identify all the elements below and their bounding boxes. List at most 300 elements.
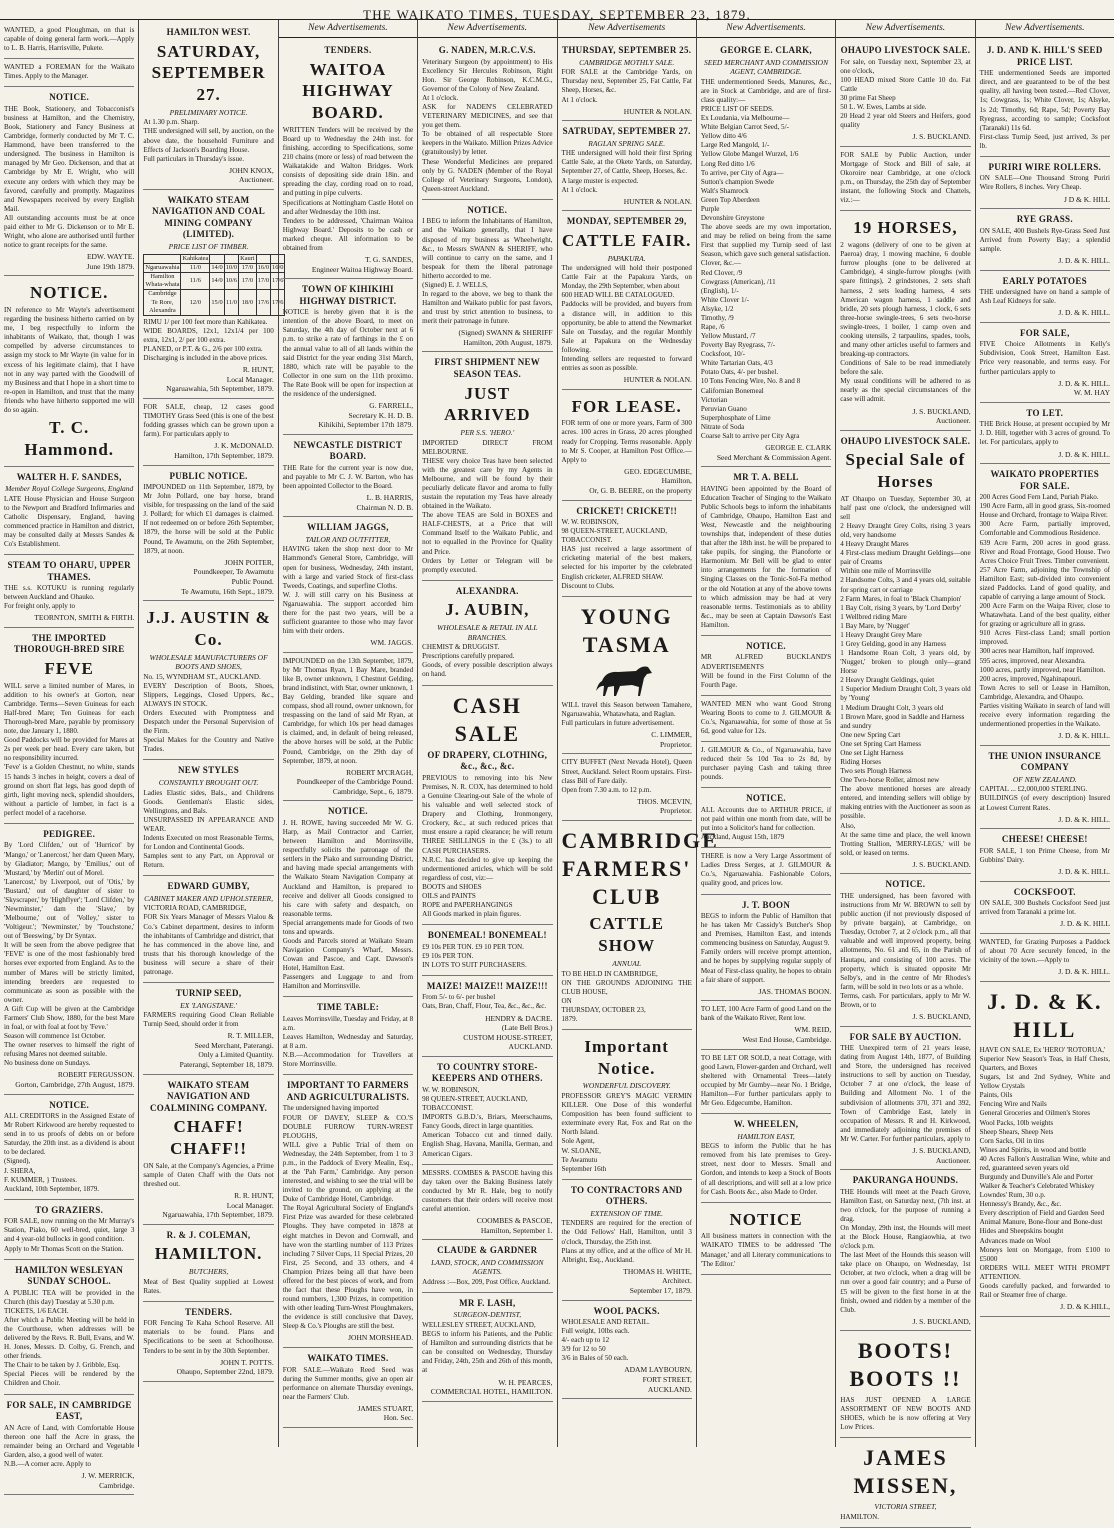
ad-body: AT Ohaupo on Tuesday, September 30, at half past one o'clock, the undersigned will sell 2 Heavy Draught Grey Colts, rising 3 years old, very handsome 4 Heavy Draught Mares 4 First-class medium Draught Geldings—one pair of Creams Within one mile of Morrinsville 2 Handsome Colts, 3 and 4 years old, suitable for spring cart or carriage 2 Farm Mares, in foal to 'Black Champion' 1 Bay Colt, rising 3 years, by 'Lord Derby' 1 Wellbred riding Mare 1 Bay Mare, by 'Nugget' 1 Heavy Draught Grey Mare 1 Grey Gelding, good in any Harness 1 Handsome Roan Colt, 3 years old, by 'Nugget,' broken to plough only—grand Horse 2 Heavy Draught Geldings, quiet 1 Superior Medium Draught Colt, 3 years old by 'Young' 1 Medium Draught Colt, 3 years old 1 Brown Mare, good in Saddle and Harness and sundry One new Spring Cart One set Spring Cart Harness One set Light Harness Riding Horses Two sets Plough Harness One Two-horse Roller, almost new The above mentioned horses are already entered, and intending sellers will oblige by making entries with the Auctioneer as soon as possible. Also, At the same time and place, the well known Trotting Stallion, 'MERRY-LEGS,' will be sold, or leased on terms.: [840, 494, 971, 857]
advertisement: [4, 24, 134, 59]
advertisement: [4, 630, 134, 824]
advertisement: [143, 985, 273, 1075]
ad-subtitle: BUTCHERS,: [188, 1267, 229, 1276]
ad-display-title: CAMBRIDGE FARMERS' CLUB: [561, 827, 719, 910]
ad-body: FARMERS requiring Good Clean Reliable Turnip Seed, should order it from: [143, 1011, 274, 1029]
column-1: [0, 20, 139, 1490]
ad-signature: W. H. PEARCES, COMMERCIAL HOTEL, HAMILTON.: [430, 1377, 553, 1397]
advertisement: [840, 149, 970, 211]
ad-subtitle: OF NEW ZEALAND.: [1012, 774, 1077, 784]
advertisement: [980, 273, 1110, 323]
ad-title: IMPORTANT TO FARMERS AND AGRICULTURALISTS.: [286, 1080, 410, 1102]
advertisement: [4, 469, 134, 556]
ad-body: WANTED MEN who want Good Strong Wearing Boots to come to J. GILMOUR & Co.'s, Ngaruawahia, for some of those at 5s 6d, good value for 12s.: [700, 699, 832, 735]
ad-body: FOR Fencing Te Kaha School Reserve. All materials to be found. Plans and Specifications to be seen at Schoolhouse. Tenders to be sent in by the 30th September.: [143, 1319, 274, 1355]
ad-body: J. GILMOUR & Co., of Ngaruawahia, have reduced their 5s 10d Tea to 2s 8d, by purchaser paying Cash and taking three pounds.: [700, 746, 832, 782]
ad-signature: J. S. BUCKLAND,: [912, 1011, 971, 1021]
advertisement: [283, 655, 413, 802]
advertisement: [562, 1032, 692, 1180]
price-table: [143, 254, 285, 316]
ad-title: EARLY POTATOES: [1002, 275, 1087, 286]
ad-body: For sale, on Tuesday next, September 23, at one o'clock, 100 HEAD mixed Store Cattle 10 do. Fat Cattle 30 prime Fat Sheep 50 L. W. Ewes, Lambs at side. 20 Head 2 year old Steers and Heifers, good quality: [840, 57, 971, 130]
ad-body: At 1.30 p.m. Sharp. THE undersigned will sell, by auction, on the above date, the household Furniture and Effects of Jackson's Boarding House. Full particulars in Thursday's issue.: [143, 118, 274, 163]
ad-body: RIMU 1/ per 100 feet more than Kahikatea. WIDE BOARDS, 12x1, 12x1/4 per 100 extra, 12x1, 2/ per 100 extra. PLANED, or P.T. & G., 2/6 per 100 extra. Discharging is included in the above prices.: [143, 317, 274, 363]
ad-title: NOTICE.: [746, 793, 786, 804]
table-cell: Hamilton Whata-whata: [145, 272, 180, 289]
advertisement: [701, 790, 831, 848]
advertisement: [422, 927, 552, 976]
table-header-cell: Kahikatea: [182, 254, 209, 262]
ad-signature: J. D. & K. HILL.: [1058, 255, 1110, 265]
ad-body: 2 wagons (delivery of one to be given at Paeroa) dray, 1 mowing machine, 6 double furrow ploughs (one to be delivered at Cambridge), 4 single-furrow ploughs (with spare fittings), 2 grindstones, 2 sets shaft harness, 2 sets leading harness, 4 sets American wagon harness, 1 saddle and bridle, 20 sets plough harness, 1 clock, 6 sets three-horse swingle-trees, 6 sets two-horse swingle-trees, 1 boiler, 1 camp oven and cooking utensils, 2 tarpaulins, spades, tools, and many other articles useful to farmers and breaking-up contractors. Conditions of Sale to be read immediately before the sale. My usual conditions will be adhered to as nearly as the special circumstances of the case will admit.: [840, 241, 971, 404]
column-5: [558, 20, 719, 1447]
column-header: New Advertisements.: [697, 20, 835, 38]
advertisement: [980, 936, 1110, 982]
ad-signature: EDW. WAYTE. June 19th 1879.: [86, 252, 135, 271]
ad-signature: L. B. HARRIS, Chairman N. D. B.: [356, 493, 414, 512]
ad-subtitle: WHOLESALE MANUFACTURERS OF BOOTS AND SHOES,: [149, 652, 268, 672]
advertisement: [980, 884, 1110, 934]
advertisement: [562, 503, 692, 597]
advertisement: [701, 42, 831, 467]
advertisement: [840, 1333, 970, 1438]
advertisement: [143, 401, 273, 466]
ad-body: TENDERS are required for the erection of the Odd Fellows' Hall, Hamilton, until 3 o'clock, Thursday, the 25th inst. Plans at my office, and at the office of Mr H. Albright, Esq., Auckland.: [561, 1219, 692, 1264]
ad-body: FOR SALE, 1 ton Prime Cheese, from Mr Gubbins' Dairy.: [979, 846, 1110, 864]
advertisement: [283, 437, 413, 517]
advertisement: [283, 999, 413, 1075]
advertisement: [701, 1205, 831, 1275]
ad-subtitle: WHOLESALE & RETAIL IN ALL BRANCHES.: [437, 623, 538, 642]
advertisement: [561, 823, 719, 1030]
advertisement: [283, 1350, 413, 1428]
ad-subtitle: Member Royal College Surgeons, England: [5, 484, 134, 494]
ad-title: TO GRAZIERS.: [35, 1204, 104, 1215]
advertisement: [562, 599, 692, 755]
ad-signature: J. D. & K. HILL.: [1058, 308, 1110, 318]
advertisement: [562, 213, 692, 389]
advertisement: [562, 392, 692, 501]
ad-subtitle: SURGEON-DENTIST,: [453, 1310, 522, 1320]
table-header-cell: Kauri: [240, 254, 255, 262]
table-cell: 18/0: [239, 290, 257, 316]
ad-subtitle: CABINET MAKER AND UPHOLSTERER,: [144, 893, 273, 903]
ad-body: THE Book, Stationery, and Tobacconist's business at Hamilton, and the Chemistry, Book, Stationery and Fancy Business at Cambridge, formerly conducted by Mr T. C. Hammond, have been transferred to the undersigned. The business in Hamilton is managed by Mr Geo. Dickenson, and that at Cambridge by Mr E. Wright, who will execute any orders with which they may be favored, carefully and promptly. Magazines and Newspapers received by every English Mail. All outstanding accounts must be at once paid either to Mr G. Dickenson or to Mr E. Wright, who alone are authorised until further notice to grant receipts for the same.: [4, 104, 135, 250]
masthead: THE WAIKATO TIMES, TUESDAY, SEPTEMBER 23, 1879.: [0, 0, 1114, 20]
table-cell: 14/0: [211, 263, 223, 271]
table-cell: 16/0: [272, 263, 284, 271]
table-header-cell: [224, 254, 238, 263]
ad-body: PREVIOUS to removing into his New Premises, N. R. COX, has determined to hold a Genuine Clearing-out Sale of the whole of his valuable and well selected stock of Drapery and Clothing, Ironmongery, Crockery, &c., at such reduced prices that must ensure a rapid clearance; he will return THREE SHILLINGS in the £ (3s.) to all CASH PURCHASERS. N.R.C. has decided to give up keeping the undermentioned articles, which will be sold regardless of cost, viz:— BOOTS and SHOES OILS and PAINTS ROPE and PAPERHANGINGS All Goods marked in plain figures.: [422, 773, 553, 919]
advertisement: [840, 876, 970, 1026]
ad-title: OHAUPO LIVESTOCK SALE.: [840, 435, 971, 446]
ad-headline: 19 HORSES,: [853, 218, 958, 238]
ad-body: All business matters in connection with the WAIKATO TIMES to be addressed 'The Manager,' and all Literary communications to 'The Editor.': [700, 1232, 832, 1268]
ad-body: ON Sale, at the Company's Agencies, a Prime sample of Oaten Chaff with the Oats not threshed out.: [143, 1161, 274, 1188]
advertisement: [980, 325, 1110, 403]
advertisement: [562, 1303, 692, 1400]
ad-subtitle: LAND, STOCK, AND COMMISSION AGENTS.: [431, 1257, 544, 1277]
column-2: [139, 20, 284, 1447]
ad-display-title: BOOTS! BOOTS !!: [849, 1338, 962, 1392]
advertisement: [143, 1304, 273, 1382]
ad-headline: Important Notice.: [584, 1036, 669, 1078]
table-cell: 17/0: [239, 272, 257, 289]
ad-signature: THOS. MCEVIN, Proprietor.: [637, 796, 692, 816]
ad-body: FOR SALE.—Waikato Reed Seed was during the Summer months, give an open air performance on alternate Thursday evenings, near the Farmers' Club.: [282, 1365, 414, 1401]
ad-signature: J. S. BUCKLAND, Auctioneer.: [912, 1145, 971, 1165]
ad-signature: ROBERT M'CRAGH, Poundkeeper of the Cambridge Pound. Cambridge, Sept., 6, 1879.: [296, 767, 414, 796]
ad-title: NEW STYLES: [178, 765, 240, 776]
advertisement: [143, 762, 273, 876]
ad-title: THURSDAY, SEPTEMBER 25.: [562, 45, 692, 56]
advertisement: [701, 897, 831, 1002]
advertisement: [840, 1440, 970, 1528]
ad-title: FOR SALE BY AUCTION.: [849, 1031, 962, 1042]
advertisement: [4, 1097, 134, 1200]
ad-signature: JOHN MORSHEAD.: [348, 1333, 414, 1343]
ad-body: IMPOUNDED on the 13th September, 1879, by Mr Thomas Ryan, 1 Bay Mare, branded like B, owner unknown, 1 Chestnut Gelding, brand indistinct, with Star, owner unknown, 1 Bay Gelding, branded like square and compass, shod all round, owner unknown, for trespassing on the land of said Mr Ryan, at Cambridge, for which 10s per head damages is claimed, and, in default of being released, the above horses will be sold, at the Public Pound, Cambridge, on the 29th day of September, 1879, at noon.: [282, 656, 414, 765]
ad-title: CLAUDE & GARDNER: [437, 1245, 538, 1256]
ad-title: W. WHEELEN,: [733, 1119, 799, 1130]
ad-body: THE s.s. KOTUKU is running regularly between Auckland and Ohauko. For freight only, apply to: [4, 584, 135, 611]
ad-signature: J D & K. HILL: [1063, 194, 1110, 204]
table-cell: 15/0: [210, 290, 224, 316]
ad-body: HAVE ON SALE, Ex 'HERO' 'ROTORUA,' Superior New Season's Teas, in Half Chests, Quarters, and Boxes Sugars, 1st and 2nd Sydney, White and Yellow Crystals Paints, Oils Fencing Wire and Nails General Groceries and Oilmen's Stores Wool Packs, 10lb weights Sheep Shears, Sheep Nets Corn Sacks, Oil in tins Wines and Spirits, in wood and bottle 40 Acres Fallon's Australian Wine, white and red, guaranteed seven years old Burgundy and Dunville's Ale and Porter Walker & Teacher's Celebrated Whiskey Lowndes' Rum, 30 o.p. Hennessy's Brandy, &c., &c. Every description of Field and Garden Seed Animal Manure, Bone-flour and Bone-dust Hides and Sheepskins bought Advances made on Wool Moneys lent on Mortgage, from £100 to £5000 ORDERS WILL MEET WITH PROMPT ATTENTION. Goods carefully packed, and forwarded to Rail or Steamer free of charge.: [979, 1045, 1110, 1300]
ad-body: ON SALE, 400 Bushels Rye-Grass Seed Just Arrived from Poverty Bay; a splendid sample.: [979, 226, 1110, 253]
ad-title: RYE GRASS.: [1016, 214, 1073, 225]
ad-signature: G. FARRELL, Secretary K. H. D. B. Kihikihi, September 17th 1879.: [318, 401, 414, 430]
ad-title: WAIKATO PROPERTIES FOR SALE.: [990, 469, 1100, 491]
advertisement: [283, 281, 413, 435]
advertisement: [701, 850, 831, 894]
ad-signature: JOHN POITER, Poundkeeper, Te Awamutu Public Pound. Te Awamutu, 16th Sept., 1879.: [181, 557, 274, 596]
column-header: New Advertisements.: [836, 20, 974, 38]
ad-subtitle: RAGLAN SPRING SALE.: [588, 138, 666, 148]
ad-body: A PUBLIC TEA will be provided in the Church (this day) Tuesday at 5.30 p.m. TICKETS, 1/6 EACH. After which a Public Meeting will be held in the Courthouse, when addresses will be delivered by the Revs. R. Bull, Evans, and W. H. Jones, Messrs. D. Colby, G. French, and other friends. The Chair to be taken by J. Gribble, Esq. Special Pieces will be rendered by the Children and Choir.: [4, 1288, 135, 1388]
ad-signature: WM. JAGGS.: [370, 638, 414, 648]
ad-body: TO BE LET OR SOLD, a neat Cottage, with good Lawn, Flower-garden and Orchard, well sheltered with Ornamental Trees—lately occupied by Mr Gumby—near No. 1 Bridge, Hamilton—For further particulars apply to Mr Geo. Edgecumbe, Hamilton.: [700, 1053, 832, 1107]
advertisement: [143, 468, 273, 602]
ad-body: W. W. ROBINSON, 98 QUEEN-STREET, AUCKLAND, TOBACCONIST. HAS just received a large assortment of cricketing material of the best makers, selected for his importer by the celebrated English cricketer, ALFRED SHAW. Discount to Clubs.: [561, 518, 692, 590]
ad-display-title: CASH SALE: [452, 692, 522, 746]
ad-headline: CATTLE FAIR.: [561, 230, 692, 250]
ad-body: No. 15, WYNDHAM ST., AUCKLAND. EVERY Description of Boots, Shoes, Slippers, Leggings, Closed Uppers, &c., ALWAYS IN STOCK. Orders Executed with Promptness and Despatch under the Personal Supervision of the Firm. Special Makes for the Country and Native Trades.: [143, 672, 274, 754]
column-header: New Advertisements: [558, 20, 696, 38]
column-3: [279, 20, 418, 1447]
table-cell: Ngaruawahia: [145, 263, 180, 271]
ad-signature: J. S. BUCKLAND,: [912, 1316, 971, 1326]
ad-title: TOWN OF KIHIKIHI HIGHWAY DISTRICT.: [299, 284, 397, 306]
ad-body: IMPORTED DIRECT FROM MELBOURNE. THESE very choice Teas have been selected with the greatest care by my Agents in Melbourne, and will be found by their peculiarly delicate flavor and aroma to fully sustain the reputation my Teas have already obtained in the Waikato. The above TEAS are Sold in BOXES and HALF-CHESTS, at a Price that will Command Itself to the Waikato Public, and not to equalled in the Province for Quality and Price. Orders by Letter or Telegram will be promptly executed.: [422, 438, 553, 574]
advertisement: [701, 1052, 831, 1114]
advertisement: [422, 1167, 552, 1241]
ad-signature: R. R. HUNT, Local Manager. Ngaruawahia, 17th September, 1879.: [162, 1190, 274, 1220]
ad-body: WILL travel this Season between Tamahere, Ngaruawahia, Whatawhata, and Raglan. Full particulars in future advertisement.: [561, 701, 692, 728]
ad-title: FIRST SHIPMENT NEW SEASON TEAS.: [434, 357, 541, 379]
ad-body: HAS JUST OPENED A LARGE ASSORTMENT OF NEW BOOTS AND SHOES, which he is now offering at Very Low Prices.: [840, 1395, 971, 1431]
ad-title: WOOL PACKS.: [593, 1305, 660, 1316]
ad-body: FOR SALE at the Cambridge Yards, on Thursday next, September 25, Fat Cattle, Fat Sheep, Horses, &c. At 1 o'clock.: [561, 68, 692, 104]
advertisement: [4, 1397, 134, 1496]
ad-body: MESSRS. COMBES & PASCOE having this day taken over the Baking Business lately conducted by Mr R. Hale, beg to notify customers that their orders will receive most careful attention.: [422, 1168, 553, 1213]
ad-title: TIME TABLE:: [316, 1002, 380, 1013]
ad-body: THE undersigned will hold their first Spring Cattle Sale, at the Okete Yards, on Saturday, September 27, of Cattle, Sheep, Horses, &c. A large muster is expected. At 1 o'clock.: [561, 149, 692, 194]
advertisement: [840, 433, 970, 875]
ad-body: WANTED, for Grazing Purposes a Paddock of about 70 Acre securely fenced, in the vicinity of the town.—Apply to: [979, 937, 1110, 964]
ad-subtitle: EX 'LANGSTANE.': [180, 1000, 237, 1010]
ad-headline: JUST ARRIVED: [444, 383, 531, 425]
table-cell: 10/6: [224, 272, 238, 289]
ad-title: THE UNION INSURANCE COMPANY: [988, 750, 1102, 773]
ad-title: MR T. A. BELL: [733, 472, 799, 483]
ad-body: ALL Accounts due to ARTHUR PRICE, if not paid within one month from date, will be put into a Solicitor's hand for collection. Auckland, August 15th, 1879: [700, 805, 832, 842]
ad-title: CRICKET! CRICKET!!: [576, 505, 678, 516]
ad-signature: J. D. & K. HILL.: [1058, 866, 1110, 876]
ad-subtitle: TAILOR AND OUTFITTER,: [305, 534, 391, 544]
advertisement: [562, 1182, 692, 1301]
table-cell: 11/6: [181, 272, 210, 289]
advertisement: [980, 211, 1110, 270]
ad-title: J. D. AND K. HILL'S SEED PRICE LIST.: [986, 45, 1103, 67]
ad-title: TO COUNTRY STORE-KEEPERS AND OTHERS.: [431, 1061, 543, 1084]
ad-body: The undersigned having imported FOUR OF DAVEY, SLEEP & CO.'S DOUBLE FURROW TURN-WREST PLOUGHS, WILL give a Public Trial of them on Wednesday, the 24th September, from 1 to 3 p.m., in the Paddock of Every Mealin, Esq., at the 'Pah Farm,' Cambridge. Any person interested, and wishing to see the trial will be invited to the ground, on applying at the Duke of Cambridge Hotel, Cambridge. The Royal Agricultural Society of England's First Prize was awarded for these celebrated Ploughs. They have competed in 1878 at eight matches in Devon and Cornwall, and have won the startling number of 113 Prizes including 7 Silver Cups, 11 Special Prizes, 20 First, 25 Second, and 33 others, and 4 Champion Prizes being all that have been offered for the best pieces of work, and from the fact that these Ploughs have won, in round numbers, 1,300 Prizes, in competition with other leading Turn-Wrest Ploughmakers, the evidence is still conclusive that Davey, Sleep & Co.'s Ploughs are still the best.: [282, 1104, 414, 1331]
ad-headline: Special Sale of Horses: [845, 450, 966, 491]
ad-body: THE undermentioned Seeds are imported direct, and are guaranteed to be of the best quality, all having been tested.—Red Clover, 1s; Cowgrass, 1s; White Clover, 1s; Alsyke, 1s 2d; Timothy, 6d; Rape, 5d; Poverty Bay Ryegrass, according to sample; Cocksfoot (Taranaki) 11s 6d. First-class Turnip Seed, just arrived, 3s per lb.: [979, 69, 1110, 150]
ad-title: NEWCASTLE DISTRICT BOARD.: [293, 439, 403, 462]
ad-body: ON SALE, 300 Bushels Cocksfoot Seed just arrived from Taranaki a prime lot.: [979, 899, 1110, 917]
table-row: [144, 263, 285, 272]
advertisement: [283, 1077, 413, 1348]
ad-body: I BEG to inform the Inhabitants of Hamilton, and the Waikato generally, that I have disposed of my business as Wheelwright, &c., to Messrs SWANN & SHERIFF, who will continue to carry on the same, and I bespeak for them the liberal patronage hitherto accorded to me. (Signed) E. J. WELLS, In regard to the above, we beg to thank the Hamilton and Waikato public for past favors, and trust by strict attention to business, to merit their patronage in future.: [422, 217, 553, 326]
advertisement: [701, 638, 831, 696]
ad-title: HAMILTON WESLEYAN SUNDAY SCHOOL.: [15, 1264, 124, 1287]
table-cell: 11/0: [224, 290, 238, 316]
ad-signature: J. D. & K. HILL: [1060, 919, 1110, 929]
ad-title: TENDERS.: [324, 45, 372, 56]
ad-body: WRITTEN Tenders will be received by the Board up to Wednesday the 24th inst. for finishing, according to Specifications, some 210 chains (more or less) of road between the Waikatakide and Walton Bridges. Work consists of depositing side drain 18in. and spreading the clay, cording road on to road, and putting in pipe culverts. Specifications at Nottingham Castle Hotel on and after Wednesday the 10th inst. Tenders to be addressed, 'Chairman Waitoa Highway Board.' Deposits to be cash or marked cheque. All information to be obtained from: [282, 125, 414, 252]
ad-body: THERE is now a Very Large Assortment of Ladies Dress Serges, at J. GILMOUR & Co.'s, Ngaruawahia. Fashionable Colors, quality good, and prices low.: [700, 852, 832, 888]
ad-body: CAPITAL ... £2,000,000 STERLING. BUILDINGS (of every description) Insured at Lowest Current Rates.: [979, 785, 1110, 812]
ad-subtitle: HAMILTON EAST,: [737, 1131, 795, 1141]
ad-headline: CATTLE SHOW: [589, 914, 665, 956]
ad-subtitle: WONDERFUL DISCOVERY.: [582, 1081, 671, 1091]
table-cell: 12/0: [181, 290, 210, 316]
ad-body: CHEMIST & DRUGGIST. Prescriptions carefully prepared. Goods, of every possible description always on hand.: [422, 643, 553, 679]
ad-title: WAIKATO STEAM NAVIGATION AND COAL MINING COMPANY (LIMITED).: [152, 194, 265, 240]
ad-body: FIVE Choice Allotments in Kelly's Subdivision, Cook Street, Hamilton East. Price very reasonable, and terms easy. For further particulars apply to: [979, 340, 1110, 376]
advertisement: [980, 42, 1110, 157]
ad-body: THE Rate for the current year is now due, and payable to Mr C. J. W. Barton, who has been appointed Collector to the Board.: [282, 463, 414, 490]
ad-body: ALL CREDITORS in the Assigned Estate of Mr Robert Kirkwood are hereby requested to send in to us proofs of debts on or before Saturday, the 20th inst. as a dividend is about to be declared. (Signed), J. SHERA, F. KUMMER, } Trustees. Auckland, 10th September, 1879.: [4, 1112, 135, 1193]
table-cell: 17/6: [256, 290, 270, 316]
ad-body: FOR term of one or more years, Farm of 300 acres. 100 acres in Grass, 20 acres ploughed ready for Cropping. Terms reasonable. Apply to Mr S. Cooper, at Hamilton Post Office.—Apply to: [561, 419, 692, 464]
ad-body: IMPOUNDED on 11th September, 1879, by Mr John Pollard, one bay horse, brand visible, for trespassing on the land of the said J. Pollard; for which £1 damages is claimed. If not redeemed on or before 26th September, 1879, the horse will be sold at the Public Pound, Te Awamutu, on the 26th September, 1879, at noon.: [143, 483, 274, 555]
ad-headline: FOR LEASE.: [571, 396, 682, 416]
table-row: [144, 290, 285, 316]
table-cell: 16/0: [257, 263, 270, 271]
ad-title: PEDIGREE.: [43, 828, 96, 839]
column-4: [418, 20, 557, 1447]
ad-signature: HENDRY & DACRE. (Late Bell Bros.) CUSTOM HOUSE-STREET, AUCKLAND.: [463, 1013, 553, 1052]
advertisement: [422, 978, 552, 1057]
advertisement: [4, 1262, 134, 1395]
ad-title: MONDAY, SEPTEMBER 29,: [566, 216, 687, 227]
ad-title: HAMILTON WEST.: [166, 27, 251, 37]
ad-body: LATE House Physician and House Surgeon to the Newport and Bradford Infirmaries and Catholic Dispensary, England, having commenced practice in Hamilton and district, may be consulted daily at Messrs Sandes & Co's Establishment.: [4, 494, 135, 549]
ad-title: TURNIP SEED,: [175, 988, 242, 999]
advertisement: [701, 744, 831, 788]
ad-title: PAKURANGA HOUNDS.: [852, 1175, 959, 1186]
advertisement: [143, 24, 273, 190]
advertisement: [980, 405, 1110, 464]
advertisement: [980, 159, 1110, 209]
ad-body: THE undermentioned Seeds, Manures, &c., are in Stock at Cambridge, and are of first-class quality:— PRICE LIST OF SEEDS. Ex Loudania, via Melbourne— White Belgian Carrot Seed, 5/- Yellow ditto 4/6 Large Red Mangold, 1/- Yellow Globe Mangel Wurzel, 1/6 Long Red ditto 1/6 To arrive, per City of Agra— Sutton's champion Swede Walt's Shamrock Green Top Aberdeen Purple Devonshire Greystone The above seeds are my own importation, and may be relied on being from the same First that supplied my Turnip seed of last Season, which gave such general satisfaction. Clover, &c.— Red Clover, /9 Cowgrass (American), /11 (English), 1/- White Clover 1/- Alsyke, 1/2 Timothy, /9 Rape, /6 Yellow Mustard, /7 Poverty Bay Ryegrass, 7/- Cocksfoot, 10/- White Tartarian Oats, 4/3 Potato Oats, 4/- per bushel. 10 Tons Fencing Wire, No. 8 and 8 Californian Bonemeal Victorian Peruvian Guano Superphosphate of Lime Nitrate of Soda Coarse Salt to arrive per City Agra: [700, 77, 832, 440]
advertisement: [562, 756, 692, 821]
column-header: New Advertisements.: [976, 20, 1114, 38]
ad-title: NOTICE.: [746, 640, 786, 651]
table-cell: 17/6: [271, 272, 285, 289]
advertisement: [143, 603, 273, 760]
table-cell: 17/6: [271, 290, 285, 316]
ad-title: R. & J. COLEMAN,: [166, 1229, 251, 1240]
ad-body: THE Brick House, at present occupied by Mr J. D. Hill, together with 3 acres of ground. To let. For particulars, apply to: [979, 420, 1110, 447]
ad-title: J. T. BOON: [741, 899, 791, 910]
ad-signature: COOMBES & PASCOE, Hamilton, September 1.: [476, 1215, 553, 1235]
ad-body: TO LET, 100 Acre Farm of good Land on the bank of the Waikato River, Rent low.: [700, 1005, 832, 1023]
ad-headline: NOTICE: [729, 1209, 803, 1229]
ad-signature: T. G. SANDES, Engineer Waitoa Highway Board.: [311, 255, 414, 274]
advertisement: [422, 1295, 552, 1402]
ad-display-title: J. D. & K. HILL: [987, 988, 1103, 1042]
ad-body: CITY BUFFET (Next Nevada Hotel), Queen Street, Auckland. Select Room upstairs. First-class Bill of Fare daily. Open from 7.30 a.m. to 12 p.m.: [561, 758, 692, 794]
advertisement: [980, 984, 1110, 1317]
table-row: [144, 272, 285, 289]
ad-body: HAVING taken the shop next door to Mr Hammond's General Store, Cambridge, will open for business, Wednesday, 24th instant, with a large and varied Stock of first-class Tweeds, Coatings, and superfine Cloths. W. J. will still carry on his Business at Ngaruawahia. The support accorded him there for the past two years, will be a sufficient guarantee to those who may favor him with their orders.: [282, 545, 414, 636]
ad-subtitle: SEED MERCHANT AND COMMISSION AGENT, CAMBRIDGE.: [704, 57, 829, 77]
ad-title: EDWARD GUMBY,: [167, 881, 250, 892]
ad-signature: R. T. MILLER, Seed Merchant, Paterangi. Only a Limited Quantity. Paterangi, September 18, 1879.: [179, 1031, 274, 1070]
ad-body: BEGS to inform the Public that he has removed from his late premises to Grey-street, next door to Messrs. Small and Gordon, and intends to keep a Stock of Boots of all descriptions, and will sell at a low price for Cash. Boots &c., also Made to Order.: [700, 1142, 832, 1196]
ad-display-title: JAMES MISSEN,: [853, 1444, 958, 1499]
ad-signature: HUNTER & NOLAN.: [623, 106, 692, 116]
columns: [0, 20, 1114, 1521]
ad-subtitle: CAMBRIDGE MOTHLY SALE.: [579, 57, 675, 67]
advertisement: [143, 192, 284, 399]
ad-title: NOTICE.: [49, 92, 90, 103]
ad-body: WELLESLEY STREET, AUCKLAND, BEGS to inform his Patients, and the Public of Hamilton and surrounding districts that he can be consulted on Wednesday, Thursday and Friday, 24th, 25th and 26th of this month, at: [422, 1321, 553, 1375]
table-header-cell: [256, 254, 270, 263]
table-cell: 14/0: [210, 272, 224, 289]
ad-body: The undersigned will hold their postponed Cattle Fair at the Papakura Yards, on Monday, the 29th September, when about 600 HEAD WILL BE CATALOGUED. Paddocks will be provided, and buyers from a distance will, in addition to this opportunity, be able to attend the Newmarket Sale on Tuesday, and the regular Monthly Sale at Papakura on the Wednesday following. Intending sellers are requested to forward entries as soon as possible.: [561, 264, 692, 372]
ad-signature: J. D. & K.HILL,: [1060, 1302, 1110, 1312]
ad-signature: J. S. BUCKLAND.: [912, 859, 971, 869]
ad-signature: GEO. EDGECUMBE, Hamilton, Or, G. B. BEERE, on the property: [589, 466, 692, 495]
advertisement: [4, 557, 134, 628]
ad-title: PUBLIC NOTICE.: [169, 470, 248, 481]
column-header: New Advertisements.: [418, 20, 556, 38]
advertisement: [701, 698, 831, 742]
ad-body: BEGS to inform the Public of Hamilton that he has taken Mr Cassidy's Butcher's Shop and Premises, Hamilton East, and intends commencing business on Saturday, August 9. Family orders will receive prompt attention, and he hopes by supplying regular supply of Meat of First-class quality, he hopes to obtain a fair share of support.: [700, 912, 832, 984]
ad-subtitle: PRICE LIST OF TIMBER.: [168, 242, 249, 251]
ad-title: BONEMEAL! BONEMEAL!: [427, 930, 547, 941]
ad-title: MR F. LASH,: [459, 1297, 516, 1308]
ad-body: WANTED a FOREMAN for the Waikato Times. Apply to the Manager.: [4, 63, 135, 81]
ad-title: WALTER H. F. SANDES,: [16, 471, 122, 482]
ad-body: WHOLESALE AND RETAIL. Full weight, 10lbs each. 4/- each up to 12 3/9 for 12 to 50 3/6 in Bales of 50 each.: [561, 1318, 650, 1363]
ad-title: FOR SALE,: [1019, 327, 1070, 338]
ad-title: STEAM TO OHARU, UPPER THAMES.: [7, 560, 131, 582]
ad-subtitle: PER S.S. 'HERO.': [460, 428, 515, 438]
ad-body: THE undersigned, has been favored with instructions from Mr W. BROWN to sell by public auction (if not previously disposed of by private bargain), at Cambridge, on Tuesday, October 7, at 2 o'clock p.m., all that valuable and well improved property, being allotments, No. 61 and 65, in the Parish of Hautapu, and consisting of 100 acres. The property, which is situated opposite Mr Selby's, and in the centre of Mr Rhodes's farm, will be sold in two lots or as a whole. Terms, cash. For particulars, apply to Mr W. Brown, or to: [840, 891, 971, 1009]
advertisement: [143, 878, 273, 983]
ad-signature: JOHN KNOX, Auctioneer.: [229, 165, 274, 185]
ad-body: FOR SALE, now running on the Mr Murray's Station, Piako, 60 well-bred, quiet, large 3 and 4 year-old bullocks in good condition. Apply to Mr Thomas Scott on the Station.: [4, 1217, 135, 1253]
ad-body: THE Hounds will meet at the Peach Grove, Hamilton East, on Saturday next, (7th inst. at two o'clock, for the purpose of running a drag. On Monday, 29th inst, the Hounds will meet at the Block House, Rangiaowhia, at two o'clock p.m. The last Meet of the Hounds this season will take place on Ohaupo, on Wednesday, 1st October, at two o'clock, when a drag will be run over a good fair country; and a Purse of £5 will be given to the first horse in at the finish, owned and ridden by a member of the Club.: [840, 1187, 971, 1314]
ad-title: COCKSFOOT.: [1013, 886, 1076, 897]
advertisement: [422, 354, 552, 580]
ad-title: OF DRAPERY, CLOTHING, &c., &c., &c.: [427, 749, 548, 772]
advertisement: [4, 61, 134, 87]
ad-subtitle: ANNUAL: [612, 958, 642, 968]
ad-signature: ROBERT FERGUSSON. Gorton, Cambridge, 27th August, 1879.: [15, 1070, 135, 1089]
ad-signature: ADAM LAYBOURN, FORT STREET, AUCKLAND.: [624, 1365, 692, 1394]
advertisement: [422, 1242, 552, 1293]
column-7: [836, 20, 975, 1521]
ad-subtitle: VICTORIA STREET,: [874, 1502, 937, 1512]
advertisement: [701, 1003, 831, 1049]
ad-signature: HUNTER & NOLAN.: [623, 375, 692, 385]
ad-title: NOTICE.: [328, 806, 368, 817]
advertisement: [980, 748, 1110, 829]
ad-body: THE undersigned have on hand a sample of Ash Leaf Kidneys for sale.: [979, 288, 1110, 306]
table-cell: 17/0: [256, 272, 270, 289]
advertisement: [422, 42, 552, 200]
ad-body: THE Unexpired term of 21 years lease, dating from August 14th, 1877, of Building and Store, the undersigned has received instructions to sell by auction on Tuesday, October 7 at one o'clock, the lease of Building and Allotment No. 1 of the subdivision of allotments 370, 371 and 392, Town of Cambridge East, lately in occupation of Messrs. R and H. Kirkwood, and immediately adjoining the premises of Mr W. Carter. For further particulars, apply to: [840, 1044, 971, 1143]
ad-body: ON SALE—One Thousand Strong Puriri Wire Rollers, 8 inches. Very Cheap.: [979, 174, 1110, 192]
advertisement: [283, 803, 413, 997]
ad-body: TO BE HELD IN CAMBRIDGE, ON THE GROUNDS ADJOINING THE CLUB HOUSE, ON THURSDAY, OCTOBER 23, 1879.: [561, 969, 692, 1023]
column-8: [976, 20, 1114, 1447]
advertisement: [562, 42, 692, 121]
ad-signature: J. D. & K. HILL. W. M. HAY: [1058, 378, 1110, 398]
ad-title: WILLIAM JAGGS,: [307, 522, 389, 533]
ad-title: NOTICE.: [467, 204, 508, 215]
advertisement: [283, 519, 413, 652]
ad-headline: FEVE: [44, 659, 94, 678]
ad-title: NOTICE.: [49, 1099, 90, 1110]
ad-signature: THOMAS H. WHITE, Architect. September 17, 1879.: [623, 1266, 692, 1295]
table-cell: 11/0: [181, 263, 210, 272]
ad-title: TO LET.: [1026, 407, 1064, 418]
ad-title: THE IMPORTED THOROUGH-BRED SIRE: [13, 632, 125, 655]
ad-body: HAVING been appointed by the Board of Education Teacher of Singing to the Waikato Public Schools begs to inform the inhabitants of Cambridge, Ohaupo, Hamilton East and West, Newcastle and the neighbouring townships that, independent of these duties that after the 18th inst. he will be prepared to take pupils, for singing, the Pianoforte or Harmonium. Mr Bell will be glad to enter into arrangements for the formation of Singing Classes on the Tonic-Sol-Fa method or the old Notation at any of the above towns to which admission may be had at very reasonable terms. Testimonials as to ability &c., may be seen at Captain Dawson's East Hamilton.: [700, 484, 832, 629]
advertisement: [422, 202, 552, 353]
column-6: [697, 20, 836, 1447]
ad-body: PROFESSOR GREY'S MAGIC VERMIN KILLER. One Dose of this wonderful Composition has been found sufficient to exterminate every Rat, Fox and Rat on the North Island. Sole Agent, W. SLOANE, Te Awamutu September 16th: [561, 1092, 692, 1173]
ad-headline: SATURDAY, SEPTEMBER 27.: [151, 41, 266, 105]
advertisement: [422, 688, 552, 926]
ad-signature: J. D. & K. HILL.: [1058, 967, 1110, 976]
ad-body: J. H. ROWE, having succeeded Mr W. G. Harp, as Mail Contractor and Carrier, between Hamilton and Morrinsville, respectfully solicits the patronage of the settlers in the Piako and surrounding District, and having made special arrangements with the Waikato Steam Navigation Company at Auckland and Hamilton, is prepared to receive and deliver all Goods consigned to his care with safety and despatch, on reasonable terms. Special arrangements made for Goods of two tons and upwards. Goods and Parcels stored at Waikato Steam Navigation Company's Wharf, Messrs. Cowan and Pascoe, and Capt. Dawson's Hotel, Hamilton East. Passengers and Luggage to and from Hamilton and Morrinsville.: [282, 818, 414, 991]
advertisement: [840, 42, 970, 147]
advertisement: [4, 826, 134, 1095]
ad-body: Address :—Box, 209, Post Office, Auckland.: [422, 1277, 551, 1286]
advertisement: [143, 1077, 273, 1225]
table-header-cell: [144, 254, 181, 263]
ad-signature: J. W. MERRICK, Cambridge.: [81, 1470, 135, 1490]
advertisement: [980, 831, 1110, 881]
